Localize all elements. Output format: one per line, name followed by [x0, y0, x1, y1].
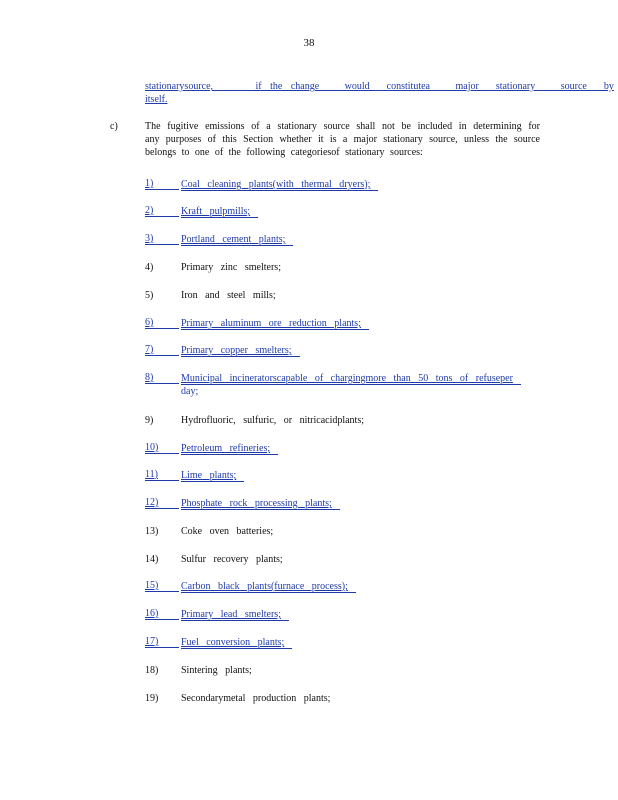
- list-item: [145, 178, 545, 191]
- item-number: 16): [145, 608, 179, 620]
- list-item: [145, 608, 545, 621]
- page-number: 38: [303, 37, 315, 49]
- item-text: Coke oven batteries;: [181, 526, 274, 537]
- list-item: [145, 344, 545, 357]
- item-number: 2): [145, 205, 179, 217]
- list-item: [145, 580, 545, 593]
- item-number: 9): [145, 415, 154, 426]
- list-item: [145, 442, 545, 455]
- list-item: [145, 497, 545, 510]
- item-number: 3): [145, 233, 179, 245]
- item-text-continued: day;: [181, 386, 199, 397]
- list-item: [145, 205, 545, 218]
- item-text: Primary aluminum ore reduction plants;: [181, 318, 369, 330]
- continuation-line-1: stationarysource, if the change would constitutea major stationary source by: [145, 81, 614, 92]
- item-number: 1): [145, 178, 179, 190]
- item-text: Primary zinc smelters;: [181, 262, 281, 273]
- item-text: Kraft pulpmills;: [181, 206, 258, 218]
- paragraph-marker: c): [110, 121, 118, 132]
- list-item: [145, 692, 545, 705]
- list-item: [145, 289, 545, 302]
- item-number: 17): [145, 636, 179, 648]
- item-number: 14): [145, 554, 159, 565]
- item-number: 7): [145, 344, 179, 356]
- item-text: Sulfur recovery plants;: [181, 554, 283, 565]
- paragraph-c: [110, 120, 540, 159]
- list-item: [145, 664, 545, 677]
- item-text: Primary copper smelters;: [181, 345, 300, 357]
- list-item: [145, 233, 545, 246]
- list-item: [145, 261, 545, 274]
- continuation-text: [145, 80, 614, 106]
- list-item: [145, 636, 545, 649]
- item-text: Hydrofluoric, sulfuric, or nitricacidplants;: [181, 415, 365, 426]
- list-item: [145, 414, 545, 427]
- item-text: Sintering plants;: [181, 665, 252, 676]
- continuation-line-2: itself.: [145, 94, 168, 105]
- list-item: [145, 525, 545, 538]
- item-text: Carbon black plants(furnace process);: [181, 581, 356, 593]
- item-text: Fuel conversion plants;: [181, 637, 292, 649]
- item-number: 12): [145, 497, 179, 509]
- item-text: Petroleum refineries;: [181, 443, 278, 455]
- item-text: Portland cement plants;: [181, 234, 293, 246]
- list-item: [145, 372, 545, 398]
- item-number: 11): [145, 469, 179, 481]
- paragraph-body: The fugitive emissions of a stationary source shall not be included in determining for any purposes of this Section whether it is a major stationary source, unless the source belongs to one of the following categoriesof stationary sources:: [145, 121, 540, 158]
- item-text: Municipal incineratorscapable of chargingmore than 50 tons of refuseper: [181, 373, 521, 385]
- item-number: 18): [145, 665, 159, 676]
- item-number: 4): [145, 262, 154, 273]
- list-item: [145, 317, 545, 330]
- list-item: [145, 553, 545, 566]
- item-number: 15): [145, 580, 179, 592]
- item-number: 10): [145, 442, 179, 454]
- item-text: Primary lead smelters;: [181, 609, 289, 621]
- item-number: 19): [145, 693, 159, 704]
- list-item: [145, 469, 545, 482]
- item-text: Iron and steel mills;: [181, 290, 276, 301]
- item-number: 6): [145, 317, 179, 329]
- item-text: Lime plants;: [181, 470, 244, 482]
- item-text: Coal cleaning plants(with thermal dryers);: [181, 179, 378, 191]
- item-number: 13): [145, 526, 159, 537]
- item-number: 5): [145, 290, 154, 301]
- item-number: 8): [145, 372, 179, 384]
- item-text: Secondarymetal production plants;: [181, 693, 331, 704]
- item-text: Phosphate rock processing plants;: [181, 498, 340, 510]
